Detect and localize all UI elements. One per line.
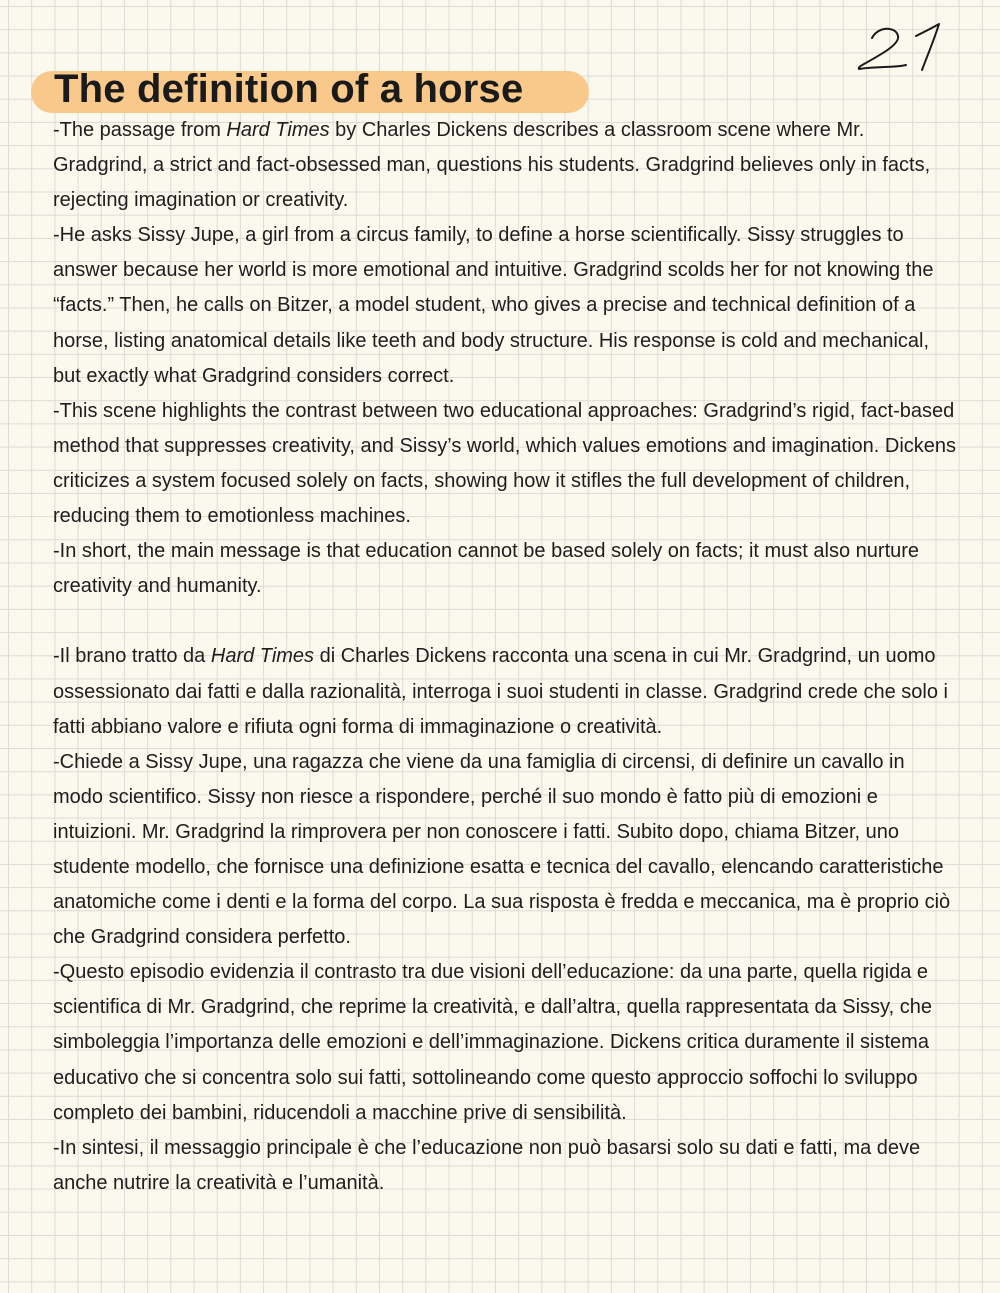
english-paragraph-3: -This scene highlights the contrast between two educational approaches: Gradgrind’s rigid, fact-based method that suppresses creativity, and Sissy’s world, which values emotions and imagination. Dickens criticizes a system focused solely on facts, showing how it stifles the full development of children, reducing them to emotionless machines.: [53, 399, 957, 528]
page-number-21-handwriting: [848, 14, 948, 76]
italian-paragraph-1: -Il brano tratto da Hard Times di Charles Dickens racconta una scena in cui Mr. Gradgrind, un uomo ossessionato dai fatti e dalla razionalità, interroga i suoi studenti in classe. Gradgrind crede che solo i fatti abbiano valore e rifiuta ogni forma di immaginazione o creatività.: [53, 645, 948, 738]
handwritten-page-number: [848, 14, 948, 76]
section-spacer: [53, 604, 958, 639]
italian-paragraph-4: -In sintesi, il messaggio principale è che l’educazione non può basarsi solo su dati e fatti, ma deve anche nutrire la creatività e l’umanità.: [53, 1136, 921, 1194]
italian-paragraph-2: -Chiede a Sissy Jupe, una ragazza che viene da una famiglia di circensi, di definire un cavallo in modo scientifico. Sissy non riesce a rispondere, perché il suo mondo è fatto più di emozioni e intuizioni. Mr. Gradgrind la rimprovera per non conoscere i fatti. Subito dopo, chiama Bitzer, uno studente modello, che fornisce una definizione esatta e tecnica del cavallo, elencando caratteristiche anatomiche come i denti e la forma del corpo. La sua risposta è fredda e meccanica, ma è proprio ciò che Gradgrind considera perfetto.: [53, 750, 951, 949]
notes-body: [53, 113, 958, 1201]
italian-paragraph-3: -Questo episodio evidenzia il contrasto tra due visioni dell’educazione: da una parte, quella rigida e scientifica di Mr. Gradgrind, che reprime la creatività, e dall’altra, quella rappresentata da Sissy, che simboleggia l’importanza delle emozioni e dell’immaginazione. Dickens critica duramente il sistema educativo che si concentra solo sui fatti, sottolineando come questo approccio soffochi lo sviluppo completo dei bambini, riducendoli a macchine prive di sensibilità.: [53, 961, 932, 1124]
english-paragraph-1: -The passage from Hard Times by Charles Dickens describes a classroom scene where Mr. Gradgrind, a strict and fact-obsessed man, questions his students. Gradgrind believes only in facts, rejecting imagination or creativity.: [53, 119, 931, 212]
english-paragraph-2: -He asks Sissy Jupe, a girl from a circus family, to define a horse scientifically. Sissy struggles to answer because her world is more emotional and intuitive. Gradgrind scolds her for not knowing the “facts.” Then, he calls on Bitzer, a model student, who gives a precise and technical definition of a horse, listing anatomical details like teeth and body structure. His response is cold and mechanical, but exactly what Gradgrind considers correct.: [53, 224, 934, 387]
page-title: The definition of a horse: [54, 67, 524, 111]
english-paragraph-4: -In short, the main message is that education cannot be based solely on facts; it must also nurture creativity and humanity.: [53, 540, 920, 598]
